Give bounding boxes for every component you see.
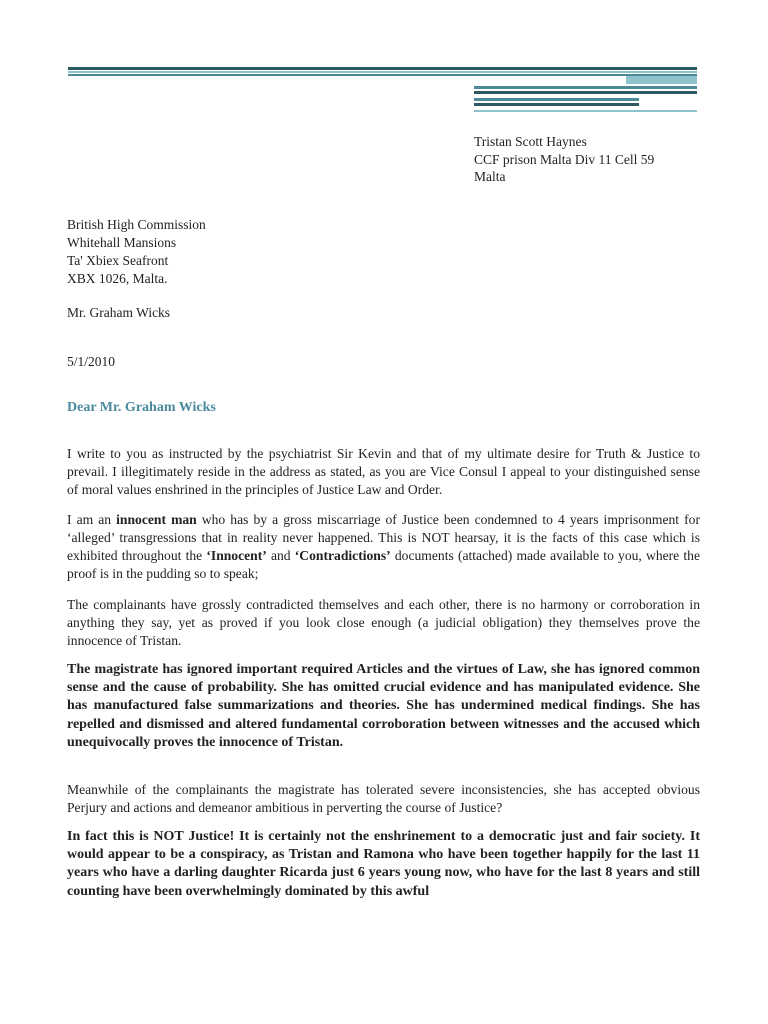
text-run: I am an xyxy=(67,512,117,527)
recipient-line: Ta' Xbiex Seafront xyxy=(67,253,169,268)
emphasis-innocent-doc: ‘Innocent’ xyxy=(206,548,267,563)
text-run: documents (attached) made available to you, where the proof is in the pudding so to speak; xyxy=(67,548,700,581)
letter-date: 5/1/2010 xyxy=(67,354,116,369)
sender-country: Malta xyxy=(474,169,506,184)
sender-name: Tristan Scott Haynes xyxy=(474,134,587,149)
recipient-address xyxy=(67,216,206,288)
header-stripe-5 xyxy=(474,110,697,112)
header-rule-top-light xyxy=(68,71,697,73)
text-run: and xyxy=(266,548,295,563)
header-stripe-3 xyxy=(474,98,639,101)
header-stripe-1 xyxy=(474,86,697,89)
emphasis-innocent-man: innocent man xyxy=(116,512,197,527)
body-paragraph: I write to you as instructed by the psychiatrist Sir Kevin and that of my ultimate desire for Truth & Justice to prevail. I illegitimately reside in the address as stated, as you are Vice Consul I appeal to your distinguished sense of moral values enshrined in the principles of Justice Law and Order. xyxy=(67,446,700,497)
header-stripe-2 xyxy=(474,91,697,94)
body-paragraph-bold: In fact this is NOT Justice! It is certainly not the enshrinement to a democratic just and fair society. It would appear to be a conspiracy, as Tristan and Ramona who have been together happily for the last 11 years who have a darling daughter Ricarda just 6 years young now, who have for the last 8 years and still counting have been overwhelmingly dominated by this awful xyxy=(67,829,700,899)
sender-address xyxy=(474,133,654,186)
recipient-line: Whitehall Mansions xyxy=(67,235,177,250)
recipient-line: XBX 1026, Malta. xyxy=(67,271,168,286)
header-stripe-4 xyxy=(474,103,639,106)
emphasis-contradictions-doc: ‘Contradictions’ xyxy=(294,548,391,563)
header-rule-bottom xyxy=(68,74,697,76)
body-paragraph: Meanwhile of the complainants the magistrate has tolerated severe inconsistencies, she has accepted obvious Perjury and actions and demeanor ambitious in perverting the course of Justice? xyxy=(67,782,700,815)
body-paragraph xyxy=(67,511,700,583)
sender-address-line: CCF prison Malta Div 11 Cell 59 xyxy=(474,151,655,167)
body-paragraph-bold: The magistrate has ignored important required Articles and the virtues of Law, she has ignored common sense and the cause of probability. She has omitted crucial evidence and has manipulated evidence. She has manufactured false summarizations and theories. She has undermined medical findings. She has repelled and dismissed and altered fundamental corroboration between witnesses and the accused which unequivocally proves the innocence of Tristan. xyxy=(67,662,700,750)
body-paragraph: The complainants have grossly contradicted themselves and each other, there is no harmony or corroboration in anything they say, yet as proved if you look close enough (a judicial obligation) they themselves prove the innocence of Tristan. xyxy=(67,597,700,648)
recipient-line: British High Commission xyxy=(67,217,206,232)
salutation: Dear Mr. Graham Wicks xyxy=(67,400,216,415)
header-accent-block xyxy=(626,76,697,84)
header-rule-top xyxy=(68,67,697,70)
contact-name: Mr. Graham Wicks xyxy=(67,305,171,320)
text-run: who has by a gross miscarriage of Justice been condemned to 4 years imprisonment for ‘alleged’ transgressions that in reality never happened. This is NOT hearsay, it is the facts of this case which is exhibited throughout the xyxy=(67,512,700,563)
